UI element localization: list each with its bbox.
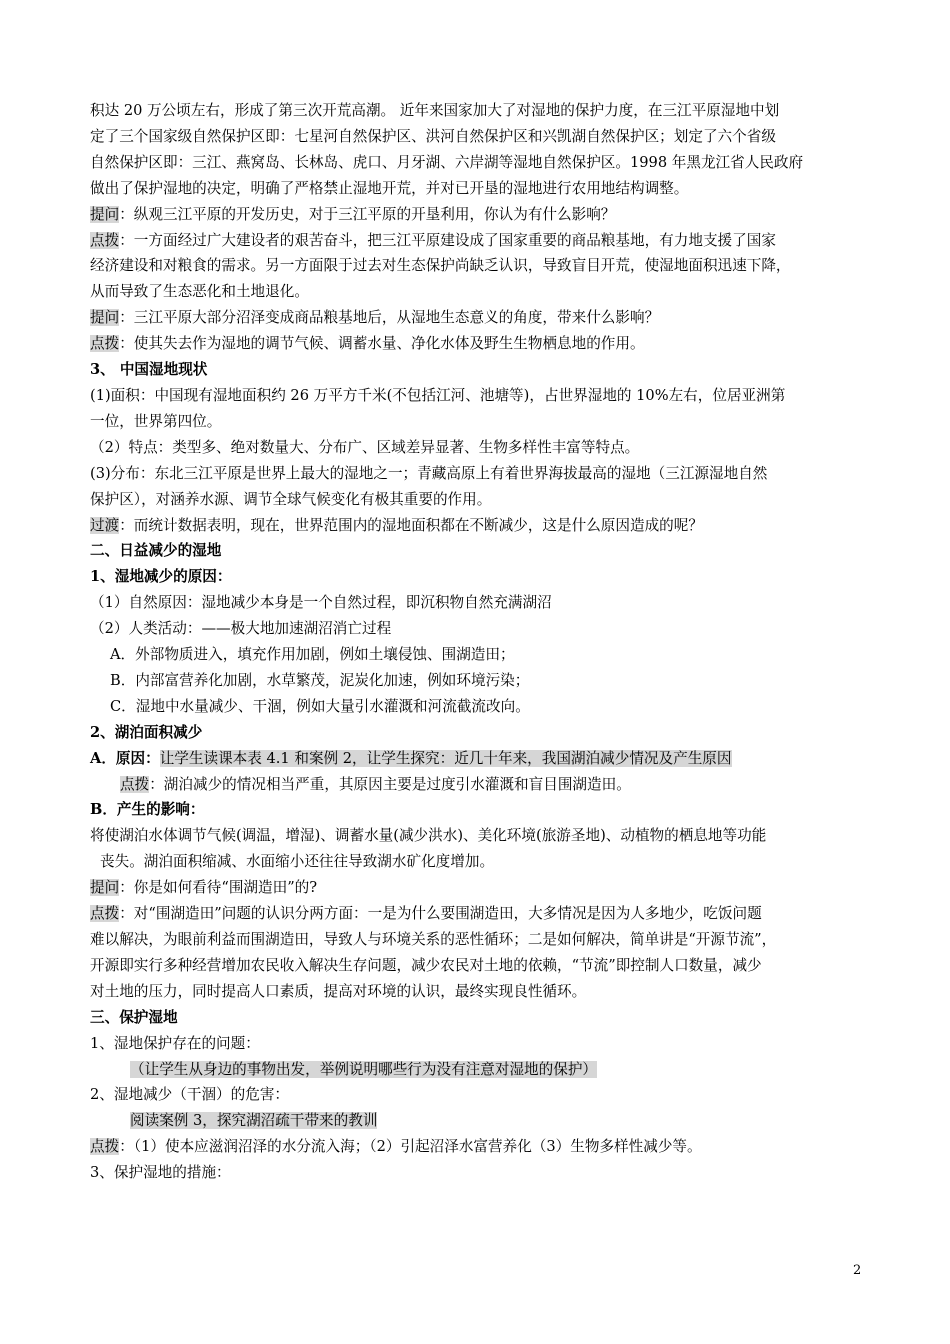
paragraph-line: 将使湖泊水体调节气候(调温，增湿)、调蓄水量(减少洪水)、美化环境(旅游圣地)、动植物的栖息地等功能 bbox=[90, 827, 767, 845]
question-line: 提问：你是如何看待“围湖造田”的? bbox=[90, 879, 318, 897]
tip-label: 点拨 bbox=[90, 335, 120, 353]
tip-line: 点拨：一方面经过广大建设者的艰苦奋斗，把三江平原建设成了国家重要的商品粮基地，有力地支援了国家 bbox=[90, 231, 776, 249]
page-number: 2 bbox=[853, 1263, 862, 1278]
tip-label: 点拨 bbox=[90, 905, 120, 923]
paragraph-line: 丧失。湖泊面积缩减、水面缩小还往往导致湖水矿化度增加。 bbox=[100, 853, 495, 871]
paragraph-line: 做出了保护湿地的决定，明确了严格禁止湿地开荒，并对已开垦的湿地进行农用地结构调整。 bbox=[90, 179, 689, 197]
list-item: 2、湿地减少（干涸）的危害： bbox=[90, 1086, 290, 1104]
tip-line: 点拨：（1）使本应滋润沼泽的水分流入海；（2）引起沼泽水富营养化（3）生物多样性减少等。 bbox=[90, 1138, 702, 1156]
question-label: 提问 bbox=[90, 309, 120, 327]
subsection-heading: 1、湿地减少的原因： bbox=[90, 568, 232, 586]
subsection-heading: 2、湖泊面积减少 bbox=[90, 723, 203, 741]
list-item: （2）人类活动：——极大地加速湖沼消亡过程 bbox=[90, 620, 392, 638]
paragraph-line: 从而导致了生态恶化和土地退化。 bbox=[90, 283, 309, 301]
transition-line: 过渡：而统计数据表明，现在，世界范围内的湿地面积都在不断减少，这是什么原因造成的呢？ bbox=[90, 516, 703, 534]
paragraph-line: 保护区），对涵养水源、调节全球气候变化有极其重要的作用。 bbox=[90, 490, 492, 508]
tip-line: 点拨：湖泊减少的情况相当严重，其原因主要是过度引水灌溉和盲目围湖造田。 bbox=[120, 775, 631, 793]
paragraph-line: 自然保护区即：三江、燕窝岛、长林岛、虎口、月牙湖、六岸湖等湿地自然保护区。1998 年黑龙江省人民政府 bbox=[90, 153, 804, 171]
question-label: 提问 bbox=[90, 879, 120, 897]
tip-line: 点拨：使其失去作为湿地的调节气候、调蓄水量、净化水体及野生生物栖息地的作用。 bbox=[90, 335, 645, 353]
question-line: 提问：三江平原大部分沼泽变成商品粮基地后，从湿地生态意义的角度，带来什么影响？ bbox=[90, 309, 660, 327]
list-item: A．外部物质进入，填充作用加剧，例如土壤侵蚀、围湖造田； bbox=[110, 646, 515, 664]
document-body bbox=[90, 98, 865, 1186]
paragraph-line: 开源即实行多种经营增加农民收入解决生存问题，减少农民对土地的依赖，“节流”即控制人口数量，减少 bbox=[90, 956, 762, 974]
list-item: 3、保护湿地的措施： bbox=[90, 1164, 231, 1182]
cause-line: A．原因：让学生读课本表 4.1 和案例 2，让学生探究：近几十年来，我国湖泊减少情况及产生原因 bbox=[90, 749, 732, 767]
activity-note: （让学生从身边的事物出发，举例说明哪些行为没有注意对湿地的保护） bbox=[130, 1060, 598, 1078]
section-heading: 二、日益减少的湿地 bbox=[90, 542, 222, 560]
paragraph-line: 对土地的压力，同时提高人口素质，提高对环境的认识，最终实现良性循环。 bbox=[90, 982, 587, 1000]
paragraph-line: 经济建设和对粮食的需求。另一方面限于过去对生态保护尚缺乏认识，导致盲目开荒，使湿地面积迅速下降， bbox=[90, 257, 791, 275]
activity-text: 让学生读课本表 4.1 和案例 2，让学生探究：近几十年来，我国湖泊减少情况及产生原因 bbox=[159, 749, 732, 767]
transition-label: 过渡 bbox=[90, 516, 120, 534]
tip-label: 点拨 bbox=[90, 231, 120, 249]
list-item: （1）自然原因：湿地减少本身是一个自然过程，即沉积物自然充满湖沼 bbox=[90, 594, 552, 612]
paragraph-line: 积达 20 万公顷左右，形成了第三次开荒高潮。 近年来国家加大了对湿地的保护力度，在三江平原湿地中划 bbox=[90, 102, 780, 119]
list-item: C．湿地中水量减少、干涸，例如大量引水灌溉和河流截流改向。 bbox=[110, 697, 530, 715]
paragraph-line: 定了三个国家级自然保护区即：七星河自然保护区、洪河自然保护区和兴凯湖自然保护区；划定了六个省级 bbox=[90, 127, 776, 145]
activity-note: 阅读案例 3，探究湖沼疏干带来的教训 bbox=[130, 1112, 378, 1130]
paragraph-line: (1)面积：中国现有湿地面积约 26 万平方千米(不包括江河、池塘等)，占世界湿地的 10%左右，位居亚洲第 bbox=[90, 386, 786, 404]
tip-label: 点拨 bbox=[90, 1138, 120, 1156]
question-label: 提问 bbox=[90, 205, 120, 223]
list-item: B．内部富营养化加剧，水草繁茂，泥炭化加速，例如环境污染； bbox=[110, 671, 530, 689]
paragraph-line: 难以解决，为眼前利益而围湖造田，导致人与环境关系的恶性循环；二是如何解决，简单讲是“开源节流”， bbox=[90, 931, 777, 948]
section-heading: 三、保护湿地 bbox=[90, 1008, 178, 1026]
list-item: 1、湿地保护存在的问题： bbox=[90, 1034, 260, 1052]
paragraph-line: 一位，世界第四位。 bbox=[90, 412, 222, 430]
tip-label: 点拨 bbox=[120, 775, 150, 793]
paragraph-line: (3)分布：东北三江平原是世界上最大的湿地之一；青藏高原上有着世界海拔最高的湿地（三江源湿地自然 bbox=[90, 464, 768, 482]
tip-line: 点拨：对“围湖造田”问题的认识分两方面：一是为什么要围湖造田，大多情况是因为人多地少，吃饭问题 bbox=[90, 905, 762, 923]
section-heading: 3、 中国湿地现状 bbox=[90, 361, 208, 379]
paragraph-line: （2）特点：类型多、绝对数量大、分布广、区域差异显著、生物多样性丰富等特点。 bbox=[90, 438, 640, 456]
question-line: 提问：纵观三江平原的开发历史，对于三江平原的开垦利用，你认为有什么影响？ bbox=[90, 205, 616, 223]
subsection-heading: B．产生的影响： bbox=[90, 801, 205, 819]
